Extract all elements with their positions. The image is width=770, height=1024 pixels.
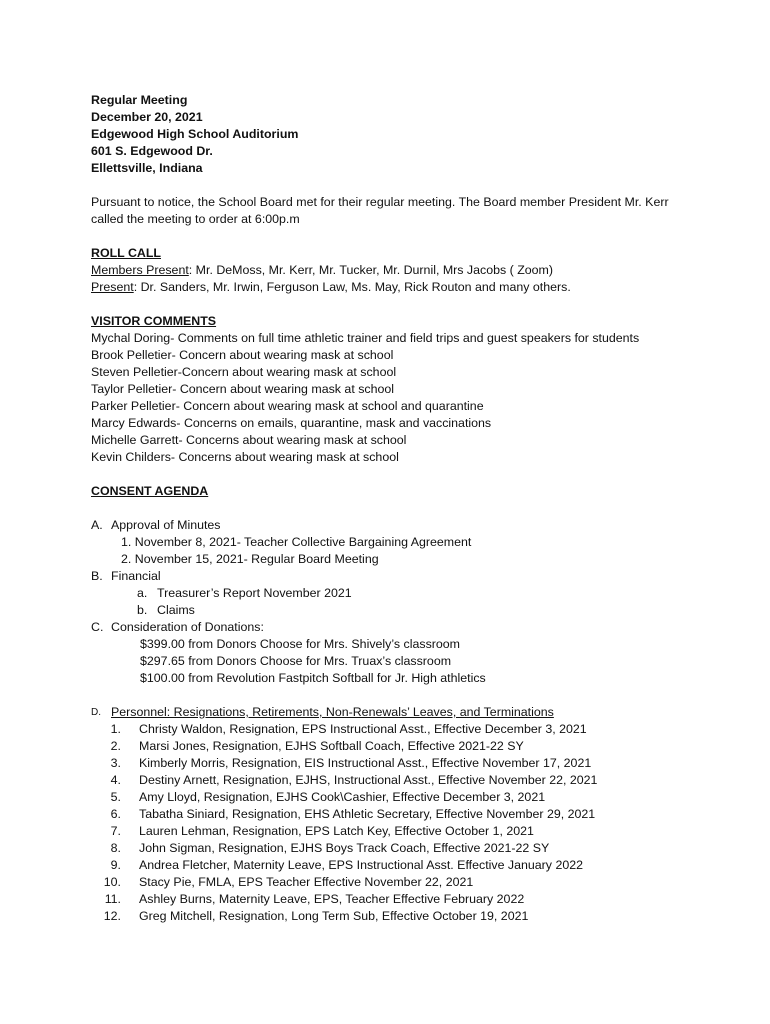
personnel-item-text: Lauren Lehman, Resignation, EPS Latch Key, Effective October 1, 2021 bbox=[139, 824, 534, 838]
list-marker: 2. bbox=[110, 739, 121, 753]
visitor-comment: Marcy Edwards- Concerns on emails, quarantine, mask and vaccinations bbox=[91, 416, 492, 430]
personnel-item bbox=[91, 823, 731, 840]
financial-item bbox=[91, 585, 731, 602]
consent-agenda-heading: CONSENT AGENDA bbox=[91, 484, 209, 498]
visitor-comment: Brook Pelletier- Concern about wearing mask at school bbox=[91, 348, 394, 362]
present-label: Present bbox=[91, 280, 134, 294]
personnel-item bbox=[91, 874, 731, 891]
meeting-city: Ellettsville, Indiana bbox=[91, 161, 203, 175]
meeting-header bbox=[91, 92, 731, 177]
document-page bbox=[91, 92, 731, 925]
personnel-item-text: Greg Mitchell, Resignation, Long Term Sub, Effective October 19, 2021 bbox=[139, 909, 529, 923]
visitor-comment: Steven Pelletier-Concern about wearing mask at school bbox=[91, 365, 397, 379]
list-marker: b. bbox=[137, 603, 148, 617]
list-marker: 1. bbox=[110, 722, 121, 736]
personnel-item bbox=[91, 840, 731, 857]
list-marker: 8. bbox=[110, 841, 121, 855]
list-marker: 4. bbox=[110, 773, 121, 787]
list-marker: 12. bbox=[103, 909, 121, 923]
list-marker: 7. bbox=[110, 824, 121, 838]
meeting-type: Regular Meeting bbox=[91, 93, 188, 107]
personnel-item bbox=[91, 721, 731, 738]
intro-line: called the meeting to order at 6:00p.m bbox=[91, 212, 300, 226]
visitor-comment: Kevin Childers- Concerns about wearing mask at school bbox=[91, 450, 399, 464]
list-marker: 3. bbox=[110, 756, 121, 770]
agenda-item-c bbox=[91, 619, 731, 636]
intro-line: Pursuant to notice, the School Board met for their regular meeting. The Board member President Mr. Kerr bbox=[91, 195, 669, 209]
agenda-item-b bbox=[91, 568, 731, 585]
roll-call-heading: ROLL CALL bbox=[91, 246, 161, 260]
list-marker: 10. bbox=[103, 875, 121, 889]
donation-item: $297.65 from Donors Choose for Mrs. Truax’s classroom bbox=[140, 654, 452, 668]
members-present-value: : Mr. DeMoss, Mr. Kerr, Mr. Tucker, Mr. Durnil, Mrs Jacobs ( Zoom) bbox=[188, 263, 553, 277]
visitor-comment: Parker Pelletier- Concern about wearing mask at school and quarantine bbox=[91, 399, 484, 413]
meeting-venue: Edgewood High School Auditorium bbox=[91, 127, 299, 141]
minutes-item: 2. November 15, 2021- Regular Board Meeting bbox=[121, 552, 379, 566]
personnel-item bbox=[91, 789, 731, 806]
personnel-item bbox=[91, 772, 731, 789]
personnel-item-text: Andrea Fletcher, Maternity Leave, EPS Instructional Asst. Effective January 2022 bbox=[139, 858, 584, 872]
list-marker: a. bbox=[137, 586, 148, 600]
personnel-item-text: Ashley Burns, Maternity Leave, EPS, Teacher Effective February 2022 bbox=[139, 892, 525, 906]
list-marker: B. bbox=[91, 569, 103, 583]
visitor-comments-heading: VISITOR COMMENTS bbox=[91, 314, 217, 328]
members-present-line bbox=[91, 262, 731, 279]
list-marker: 5. bbox=[110, 790, 121, 804]
visitor-comment: Michelle Garrett- Concerns about wearing mask at school bbox=[91, 433, 407, 447]
agenda-item-label: Personnel: Resignations, Retirements, Non-Renewals’ Leaves, and Terminations bbox=[111, 705, 554, 719]
minutes-item: 1. November 8, 2021- Teacher Collective Bargaining Agreement bbox=[121, 535, 472, 549]
members-present-label: Members Present bbox=[91, 263, 189, 277]
personnel-item-text: Destiny Arnett, Resignation, EJHS, Instructional Asst., Effective November 22, 2021 bbox=[139, 773, 598, 787]
meeting-street: 601 S. Edgewood Dr. bbox=[91, 144, 213, 158]
agenda-item-label: Consideration of Donations: bbox=[111, 620, 264, 634]
personnel-item bbox=[91, 857, 731, 874]
financial-item-text: Treasurer’s Report November 2021 bbox=[157, 586, 352, 600]
list-marker: 11. bbox=[104, 892, 121, 906]
agenda-item-d bbox=[91, 704, 731, 721]
personnel-item bbox=[91, 755, 731, 772]
list-marker: D. bbox=[91, 707, 101, 718]
personnel-item-text: Kimberly Morris, Resignation, EIS Instructional Asst., Effective November 17, 2021 bbox=[139, 756, 592, 770]
personnel-item-text: Tabatha Siniard, Resignation, EHS Athletic Secretary, Effective November 29, 2021 bbox=[139, 807, 596, 821]
agenda-item-label: Approval of Minutes bbox=[111, 518, 221, 532]
list-marker: C. bbox=[91, 620, 104, 634]
personnel-item bbox=[91, 891, 731, 908]
personnel-item bbox=[91, 908, 731, 925]
list-marker: 6. bbox=[110, 807, 121, 821]
personnel-item-text: Marsi Jones, Resignation, EJHS Softball Coach, Effective 2021-22 SY bbox=[139, 739, 524, 753]
donation-item: $399.00 from Donors Choose for Mrs. Shively’s classroom bbox=[140, 637, 460, 651]
personnel-item-text: Christy Waldon, Resignation, EPS Instructional Asst., Effective December 3, 2021 bbox=[139, 722, 587, 736]
agenda-item-a bbox=[91, 517, 731, 534]
intro-paragraph bbox=[91, 194, 731, 228]
personnel-item-text: Stacy Pie, FMLA, EPS Teacher Effective November 22, 2021 bbox=[139, 875, 474, 889]
meeting-date: December 20, 2021 bbox=[91, 110, 203, 124]
list-marker: A. bbox=[91, 518, 103, 532]
visitor-comment: Taylor Pelletier- Concern about wearing mask at school bbox=[91, 382, 395, 396]
financial-item-text: Claims bbox=[157, 603, 195, 617]
roll-call-section bbox=[91, 245, 731, 296]
present-line bbox=[91, 279, 731, 296]
donation-item: $100.00 from Revolution Fastpitch Softball for Jr. High athletics bbox=[140, 671, 486, 685]
visitor-comment: Mychal Doring- Comments on full time athletic trainer and field trips and guest speakers for students bbox=[91, 331, 640, 345]
consent-agenda-section bbox=[91, 483, 731, 925]
visitor-comments-section bbox=[91, 313, 731, 466]
present-value: : Dr. Sanders, Mr. Irwin, Ferguson Law, Ms. May, Rick Routon and many others. bbox=[133, 280, 571, 294]
agenda-item-label: Financial bbox=[111, 569, 161, 583]
personnel-item-text: John Sigman, Resignation, EJHS Boys Track Coach, Effective 2021-22 SY bbox=[139, 841, 550, 855]
personnel-item-text: Amy Lloyd, Resignation, EJHS Cook\Cashier, Effective December 3, 2021 bbox=[139, 790, 546, 804]
personnel-item bbox=[91, 738, 731, 755]
personnel-item bbox=[91, 806, 731, 823]
list-marker: 9. bbox=[110, 858, 121, 872]
financial-item bbox=[91, 602, 731, 619]
